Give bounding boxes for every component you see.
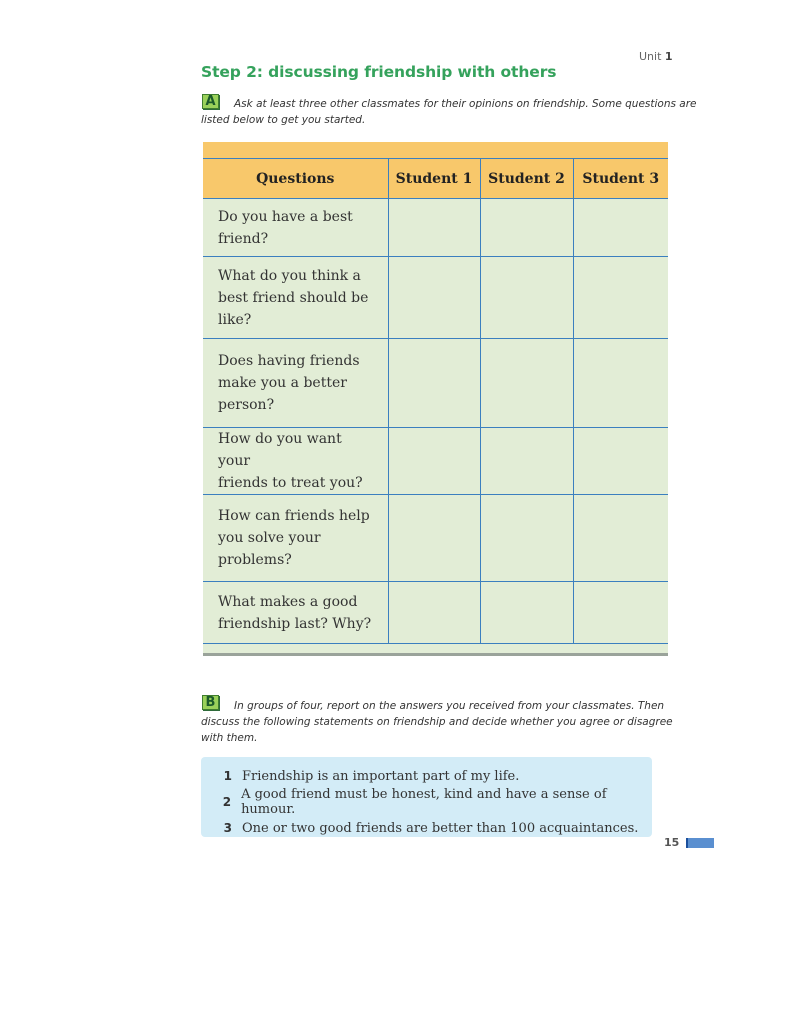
- question-cell: [203, 339, 388, 428]
- table-row: [203, 257, 668, 339]
- answer-cell-student-2[interactable]: [480, 199, 573, 257]
- table-row: [203, 199, 668, 257]
- statements-box: [201, 757, 652, 837]
- section-a-badge: A: [202, 94, 219, 109]
- header-student-2: Student 2: [480, 159, 573, 199]
- question-line: like?: [218, 311, 252, 328]
- question-line: Does having friends: [218, 353, 360, 369]
- question-line: friendship last? Why?: [218, 615, 372, 632]
- table-row: [203, 428, 668, 495]
- question-line: How can friends help: [218, 508, 370, 524]
- answer-cell-student-3[interactable]: [573, 582, 668, 644]
- answer-cell-student-3[interactable]: [573, 257, 668, 339]
- statement-number: 2: [222, 795, 232, 809]
- question-cell: [203, 495, 388, 582]
- question-line: problems?: [218, 552, 292, 568]
- section-a-instruction-line1: Ask at least three other classmates for their opinions on friendship. Some questions are: [234, 98, 697, 110]
- header-questions: Questions: [203, 159, 388, 199]
- table-row: [203, 339, 668, 428]
- header-student-3: Student 3: [573, 159, 668, 199]
- answer-cell-student-1[interactable]: [388, 199, 480, 257]
- statement-text: One or two good friends are better than 100 acquaintances.: [242, 820, 639, 836]
- answer-cell-student-2[interactable]: [480, 339, 573, 428]
- answer-cell-student-1[interactable]: [388, 495, 480, 582]
- answer-cell-student-2[interactable]: [480, 495, 573, 582]
- answer-cell-student-2[interactable]: [480, 257, 573, 339]
- section-a-instruction-line2: listed below to get you started.: [201, 114, 366, 126]
- question-line: best friend should be: [218, 289, 369, 306]
- section-b-badge: B: [202, 695, 219, 710]
- answer-cell-student-3[interactable]: [573, 339, 668, 428]
- statement-number: 3: [223, 821, 232, 835]
- section-b-instruction-line3: with them.: [201, 732, 258, 744]
- answer-cell-student-2[interactable]: [480, 428, 573, 495]
- table-row: [203, 495, 668, 582]
- question-line: What makes a good: [218, 593, 358, 610]
- answer-cell-student-3[interactable]: [573, 199, 668, 257]
- opinions-table: [203, 142, 668, 656]
- statement-number: 1: [223, 769, 232, 783]
- question-line: What do you think a: [218, 267, 361, 284]
- table-row: [203, 582, 668, 644]
- question-cell: [203, 257, 388, 339]
- page-number: 15: [664, 836, 680, 849]
- question-line: you solve your: [218, 530, 321, 546]
- header-student-1: Student 1: [388, 159, 480, 199]
- answer-cell-student-1[interactable]: [388, 582, 480, 644]
- section-b-instruction-line1: In groups of four, report on the answers you received from your classmates. Then: [234, 700, 665, 712]
- question-line: Do you have a best: [218, 208, 353, 225]
- answer-cell-student-1[interactable]: [388, 339, 480, 428]
- table-header-row: [203, 159, 668, 199]
- statement-text: Friendship is an important part of my life.: [242, 768, 520, 784]
- answer-cell-student-2[interactable]: [480, 582, 573, 644]
- answer-cell-student-1[interactable]: [388, 257, 480, 339]
- statement-item: [201, 815, 652, 841]
- question-line: make you a better: [218, 375, 347, 391]
- question-line: friend?: [218, 230, 269, 247]
- section-b-instruction-line2: discuss the following statements on friendship and decide whether you agree or disagree: [201, 716, 673, 728]
- answer-cell-student-3[interactable]: [573, 428, 668, 495]
- question-line: person?: [218, 397, 275, 413]
- step-title: Step 2: discussing friendship with others: [201, 63, 557, 81]
- question-cell: [203, 582, 388, 644]
- table-top-band: [203, 142, 668, 158]
- answer-cell-student-3[interactable]: [573, 495, 668, 582]
- statement-item: [201, 763, 652, 789]
- statement-text: A good friend must be honest, kind and have a sense of humour.: [241, 787, 607, 817]
- statement-item: [201, 789, 652, 815]
- page-marker-bar: [686, 838, 714, 848]
- unit-number: 1: [664, 50, 673, 63]
- question-cell: [203, 199, 388, 257]
- question-cell: [203, 428, 388, 495]
- unit-label: Unit 1: [639, 50, 673, 63]
- question-line: friends to treat you?: [218, 475, 363, 491]
- answer-cell-student-1[interactable]: [388, 428, 480, 495]
- question-line: How do you want your: [218, 431, 342, 469]
